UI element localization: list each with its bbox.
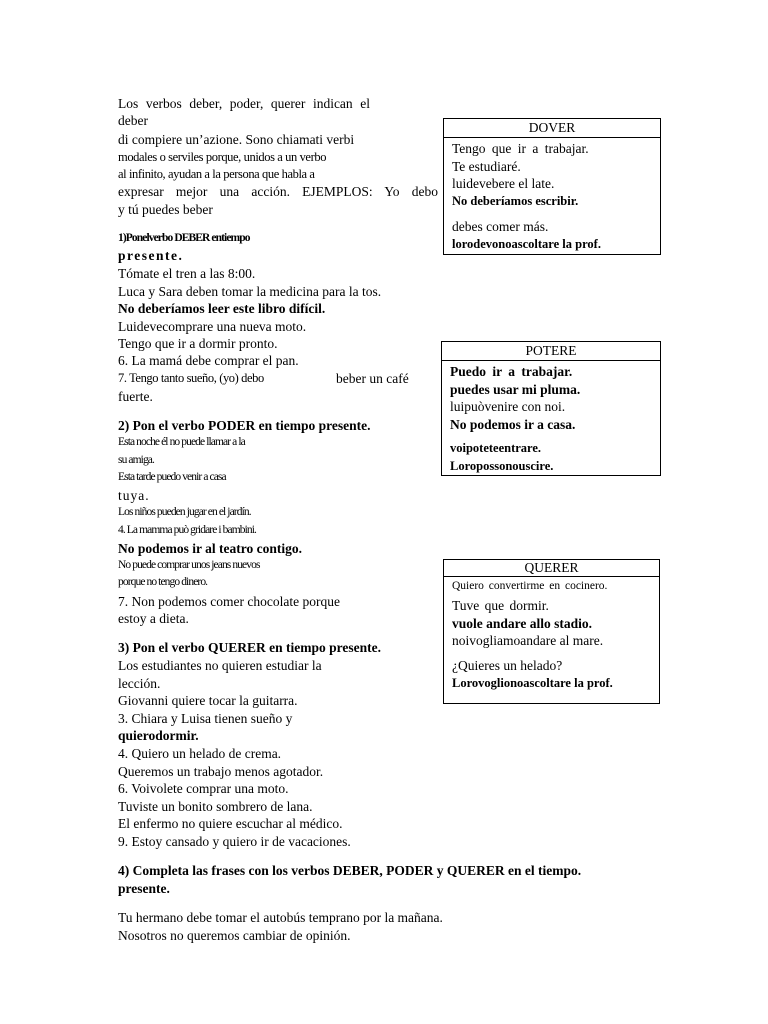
box-line: Tuve que dormir. — [452, 598, 549, 613]
exercise-item: su amiga. — [118, 454, 154, 466]
box-line: No deberíamos escribir. — [452, 194, 579, 208]
intro-line: Los verbos deber, poder, querer indican el — [118, 96, 370, 111]
box-line: Puedo ir a trabajar. — [450, 364, 573, 379]
box-title: QUERER — [444, 560, 659, 577]
exercise-item: 6. Voivolete comprar una moto. — [118, 781, 289, 796]
exercise-item: Esta noche él no puede llamar a la — [118, 436, 245, 448]
box-line: Quiero convertirme en cocinero. — [452, 580, 608, 592]
box-line: Lorovoglionoascoltare la prof. — [452, 676, 613, 690]
exercise-item: 3. Chiara y Luisa tienen sueño y — [118, 711, 293, 726]
exercise-item: 4. La mamma può gridare i bambini. — [118, 524, 257, 536]
exercise-item: El enfermo no quiere escuchar al médico. — [118, 816, 343, 831]
box-line: lorodevonoascoltare la prof. — [452, 237, 601, 251]
box-line: No podemos ir a casa. — [450, 417, 576, 432]
box-line: vuole andare allo stadio. — [452, 616, 593, 631]
intro-line: y tú puedes beber — [118, 202, 213, 217]
exercise-item: tuya. — [118, 488, 150, 503]
intro-line: di compiere un’azione. Sono chiamati verbi — [118, 132, 355, 147]
exercise-item: 6. La mamá debe comprar el pan. — [118, 353, 299, 368]
exercise-item: 7. Tengo tanto sueño, (yo) debo — [118, 371, 264, 385]
exercise-heading: presente. — [118, 881, 170, 896]
exercise-item: 7. Non podemos comer chocolate porque — [118, 594, 340, 609]
exercise-item: Luidevecomprare una nueva moto. — [118, 319, 307, 334]
exercise-item: quierodormir. — [118, 728, 199, 743]
box-line: Loropossonouscire. — [450, 459, 554, 473]
box-line: ¿Quieres un helado? — [452, 658, 563, 673]
dover-box — [443, 118, 661, 255]
exercise-item: Giovanni quiere tocar la guitarra. — [118, 693, 298, 708]
box-line: puedes usar mi pluma. — [450, 382, 581, 397]
exercise-item: Esta tarde puedo venir a casa — [118, 471, 226, 483]
exercise-heading: 3) Pon el verbo QUERER en tiempo presente. — [118, 640, 381, 655]
box-line: noivogliamoandare al mare. — [452, 633, 604, 648]
exercise-item: No deberíamos leer este libro difícil. — [118, 301, 326, 316]
querer-box — [443, 559, 660, 704]
exercise-item: 4. Quiero un helado de crema. — [118, 746, 282, 761]
exercise-item: No podemos ir al teatro contigo. — [118, 541, 302, 556]
box-line: Te estudiaré. — [452, 159, 521, 174]
exercise-item: fuerte. — [118, 389, 153, 404]
exercise-item: Tengo que ir a dormir pronto. — [118, 336, 278, 351]
exercise-heading: presente. — [118, 248, 184, 263]
exercise-heading: 2) Pon el verbo PODER en tiempo presente. — [118, 418, 371, 433]
intro-line: expresar mejor una acción. EJEMPLOS: Yo debo — [118, 184, 438, 199]
box-line: Tengo que ir a trabajar. — [452, 141, 589, 156]
exercise-item: estoy a dieta. — [118, 611, 189, 626]
exercise-heading: 4) Completa las frases con los verbos DEBER, PODER y QUERER en el tiempo. — [118, 863, 582, 878]
potere-box — [441, 341, 661, 476]
exercise-item: No puede comprar unos jeans nuevos — [118, 559, 260, 571]
exercise-item: Tuviste un bonito sombrero de lana. — [118, 799, 313, 814]
box-title: POTERE — [442, 342, 660, 361]
exercise-item: Los niños pueden jugar en el jardín. — [118, 506, 251, 518]
intro-line: deber — [118, 113, 148, 128]
exercise-item: Nosotros no queremos cambiar de opinión. — [118, 928, 351, 943]
box-title: DOVER — [444, 119, 660, 138]
exercise-item: beber un café — [336, 371, 409, 386]
intro-line: al infinito, ayudan a la persona que habla a — [118, 167, 315, 181]
exercise-item: lección. — [118, 676, 161, 691]
box-line: voipoteteentrare. — [450, 441, 542, 455]
exercise-item: Los estudiantes no quieren estudiar la — [118, 658, 322, 673]
exercise-item: Tu hermano debe tomar el autobús temprano por la mañana. — [118, 910, 443, 925]
exercise-item: Queremos un trabajo menos agotador. — [118, 764, 324, 779]
exercise-item: Tómate el tren a las 8:00. — [118, 266, 256, 281]
intro-line: modales o serviles porque, unidos a un verbo — [118, 150, 327, 164]
exercise-item: porque no tengo dinero. — [118, 576, 208, 588]
exercise-heading: 1)Ponelverbo DEBER entiempo — [118, 232, 250, 244]
box-line: debes comer más. — [452, 219, 549, 234]
exercise-item: Luca y Sara deben tomar la medicina para la tos. — [118, 284, 382, 299]
box-line: luipuòvenire con noi. — [450, 399, 566, 414]
box-line: luidevebere el late. — [452, 176, 555, 191]
exercise-item: 9. Estoy cansado y quiero ir de vacaciones. — [118, 834, 351, 849]
